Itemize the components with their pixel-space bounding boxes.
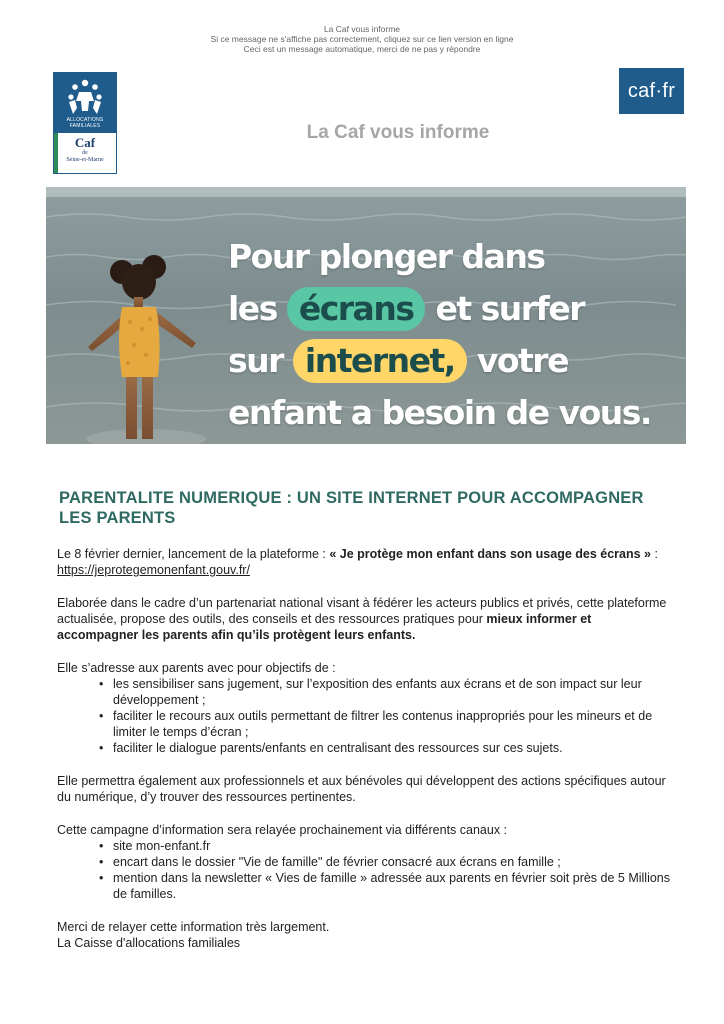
channels-lead: Cette campagne d’information sera relayée prochainement via différents canaux : <box>57 823 508 837</box>
preheader <box>0 24 724 54</box>
signature: La Caisse d'allocations familiales <box>57 936 241 950</box>
platform-name: « Je protège mon enfant dans son usage des écrans » <box>329 547 652 561</box>
logo-caf-word: Caf <box>74 135 96 150</box>
list-item: • les sensibiliser sans jugement, sur l’exposition des enfants aux écrans et de son impact sur leur développement ; <box>113 676 673 708</box>
objectives-list <box>57 676 673 756</box>
channels-list <box>57 838 673 902</box>
logo-de-word: de <box>82 150 88 156</box>
list-item: • faciliter le dialogue parents/enfants en centralisant des ressources sur ces sujets. <box>113 740 673 756</box>
list-item: • site mon-enfant.fr <box>113 838 673 854</box>
objectives-section <box>57 660 673 756</box>
banner-line-4: enfant a besoin de vous. <box>228 393 651 432</box>
preheader-title: La Caf vous informe <box>323 24 401 34</box>
article <box>57 488 673 951</box>
description-highlight: mieux informer et accompagner les parents afin qu’ils protègent leurs enfants. <box>57 612 592 642</box>
preheader-notice: Ceci est un message automatique, merci de ne pas y répondre <box>243 44 481 54</box>
caf-fr-logo[interactable]: caf·fr <box>619 68 684 114</box>
ecrans-pill: écrans <box>287 287 426 331</box>
hero-banner <box>46 187 686 444</box>
professionals-paragraph: Elle permettra également aux professionnels et aux bénévoles qui développent des actions spécifiques autour du numérique, d’y trouver des ressources pertinentes. <box>57 774 666 804</box>
channels-section <box>57 822 673 902</box>
internet-pill: internet, <box>293 339 467 383</box>
list-item: • encart dans le dossier "Vie de famille" de février consacré aux écrans en famille ; <box>113 854 673 870</box>
article-title: PARENTALITE NUMERIQUE : UN SITE INTERNET POUR ACCOMPAGNER LES PARENTS <box>59 489 644 527</box>
intro-paragraph: Le 8 février dernier, lancement de la plateforme : « Je protège mon enfant dans son usage des écrans » : https://jeprotegemonenfant.gouv.fr/ <box>57 547 658 577</box>
banner-headline <box>228 231 686 439</box>
logo-region: Seine-et-Marne <box>66 157 104 163</box>
online-version-link[interactable]: Si ce message ne s'affiche pas correctement, cliquez sur ce lien version en ligne <box>210 34 514 44</box>
description-paragraph: Elaborée dans le cadre d’un partenariat national visant à fédérer les acteurs publics et privés, cette plateforme actualisée, propose des outils, des conseils et des ressources pratiques pour mieux informer et accompagner les parents afin qu’ils protègent leurs enfants. <box>57 596 667 642</box>
list-item: • mention dans la newsletter « Vies de famille » adressée aux parents en février soit près de 5 Millions de familles. <box>113 870 673 902</box>
info-title: La Caf vous informe <box>306 122 490 143</box>
banner-line-1: Pour plonger dans <box>228 237 545 276</box>
platform-link[interactable]: https://jeprotegemonenfant.gouv.fr/ <box>57 563 250 577</box>
banner-line-2: les écrans et surfer <box>228 283 686 335</box>
objectives-lead: Elle s’adresse aux parents avec pour objectifs de : <box>57 661 336 675</box>
allocations-familiales-text: ALLOCATIONS FAMILIALES <box>66 117 104 129</box>
relay-request: Merci de relayer cette information très largement. <box>57 920 330 934</box>
banner-line-3: sur internet, votre <box>228 335 686 387</box>
family-emblem-icon <box>65 78 105 116</box>
list-item: • faciliter le recours aux outils permettant de filtrer les contenus inappropriés pour les mineurs et de limiter le temps d’écran ; <box>113 708 673 740</box>
